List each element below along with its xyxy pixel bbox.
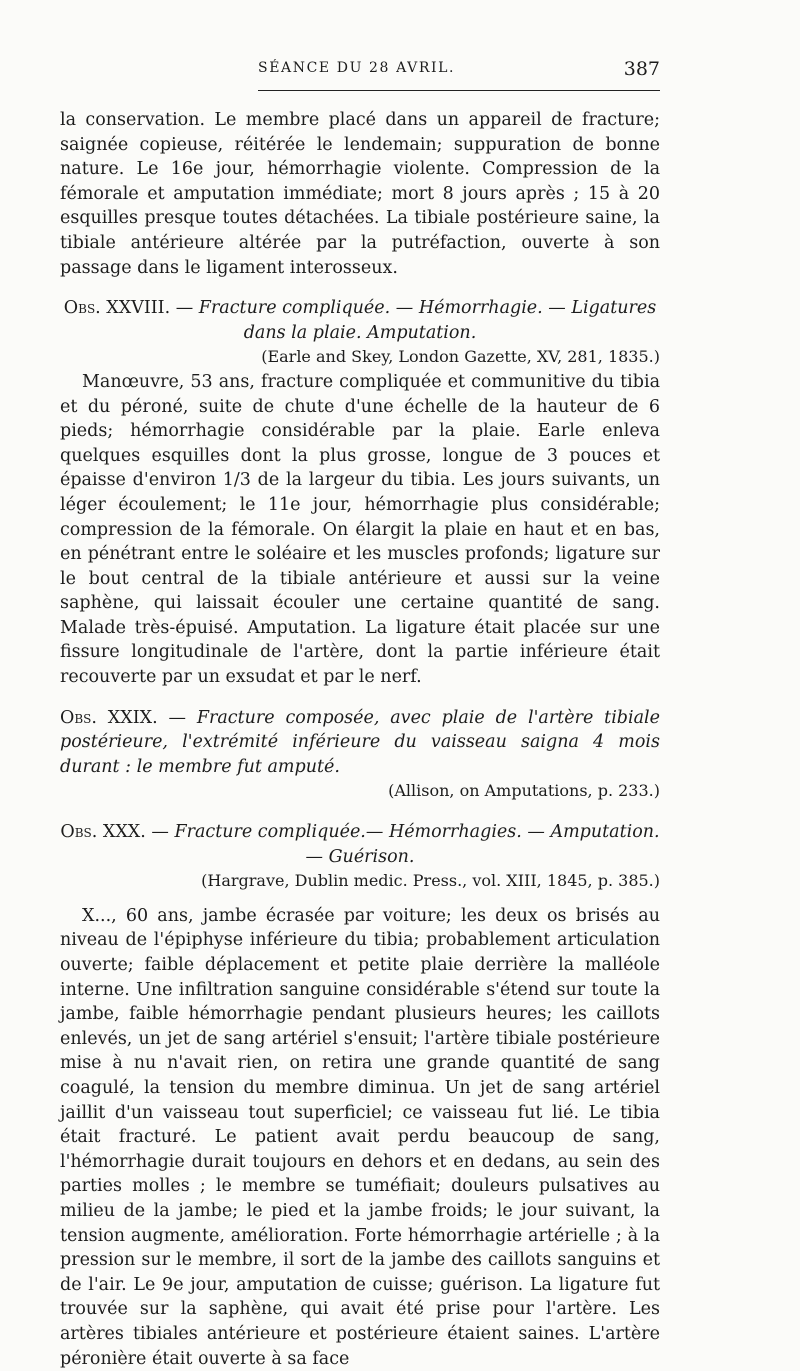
obs-29-title: Fracture composée, avec plaie de l'artère tibiale postérieure, l'extrémité inférieure du vaisseau saigna 4 mois durant : le membre fut amputé. (60, 707, 660, 777)
obs-29-source: (Allison, on Amputations, p. 233.) (388, 781, 660, 801)
obs-30-number: Obs. XXX. — (60, 822, 169, 843)
obs-28-title: Fracture compliquée. — Hémorrhagie. — Ligatures dans la plaie. Amputation. (198, 298, 657, 343)
page-number: 387 (623, 58, 660, 80)
obs-28-number: Obs. XXVIII. — (63, 298, 194, 319)
obs-30-heading (60, 820, 660, 869)
obs-28-text: Manœuvre, 53 ans, fracture compliquée et communitive du tibia et du péroné, suite de chute d'une échelle de la hauteur de 6 pieds; hémorrhagie considérable par la plaie. Earle enleva quelques esquilles dont la plus grosse, longue de 3 pouces et épaisse d'environ 1/3 de la largeur du tibia. Les jours suivants, un léger écoulement; le 11e jour, hémorrhagie plus considérable; compression de la fémorale. On élargit la plaie en haut et en bas, en pénétrant entre le soléaire et les muscles profonds; ligature sur le bout central de la tibiale antérieure et aussi sur la veine saphène, qui laissait écouler une certaine quantité de sang. Malade très-épuisé. Amputation. La ligature était placée sur une fissure longitudinale de l'artère, dont la partie inférieure était recouverte par un exsudat et par le nerf. (60, 371, 660, 688)
paragraph-continued: la conservation. Le membre placé dans un appareil de fracture; saignée copieuse, réitérée le lendemain; suppuration de bonne nature. Le 16e jour, hémorrhagie violente. Compression de la fémorale et amputation immédiate; mort 8 jours après ; 15 à 20 esquilles presque toutes détachées. La tibiale postérieure saine, la tibiale antérieure altérée par la putréfaction, ouverte à son passage dans le ligament interosseux. (60, 110, 660, 278)
obs-28-heading (60, 296, 660, 345)
obs-29-heading (60, 706, 660, 780)
obs-29-number: Obs. XXIX. — (60, 707, 186, 728)
running-head: SÉANCE DU 28 AVRIL. (258, 60, 456, 76)
obs-30-text: X..., 60 ans, jambe écrasée par voiture; les deux os brisés au niveau de l'épiphyse inférieure du tibia; probablement articulation ouverte; faible déplacement et petite plaie derrière la malléole interne. Une infiltration sanguine considérable s'étend sur toute la jambe, faible hémorrhagie pendant plusieurs heures; les caillots enlevés, un jet de sang artériel s'ensuit; l'artère tibiale postérieure mise à nu n'avait rien, on retira une grande quantité de sang coagulé, la tension du membre diminua. Un jet de sang artériel jaillit d'un vaisseau tout superficiel; ce vaisseau fut lié. Le tibia était fracturé. Le patient avait perdu beaucoup de sang, l'hémorrhagie durait toujours en dehors et en dedans, au sein des parties molles ; le membre se tuméfiait; douleurs pulsatives au milieu de la jambe; le pied et la jambe froids; le jour suivant, la tension augmente, amélioration. Forte hémorrhagie artérielle ; à la pression sur le membre, il sort de la jambe des caillots sanguins et de l'air. Le 9e jour, amputation de cuisse; guérison. La ligature fut trouvée sur la saphène, qui avait été prise pour l'artère. Les artères tibiales antérieure et postérieure étaient saines. L'artère péronière était ouverte à sa face (60, 905, 660, 1369)
page-header (258, 58, 660, 84)
obs-28-source: (Earle and Skey, London Gazette, XV, 281, 1835.) (261, 347, 660, 367)
obs-30-source: (Hargrave, Dublin medic. Press., vol. XIII, 1845, p. 385.) (201, 871, 660, 891)
obs-30-title: Fracture compliquée.— Hémorrhagies. — Amputation.— Guérison. (174, 822, 660, 867)
page-body (60, 108, 660, 1371)
header-rule (258, 90, 660, 91)
